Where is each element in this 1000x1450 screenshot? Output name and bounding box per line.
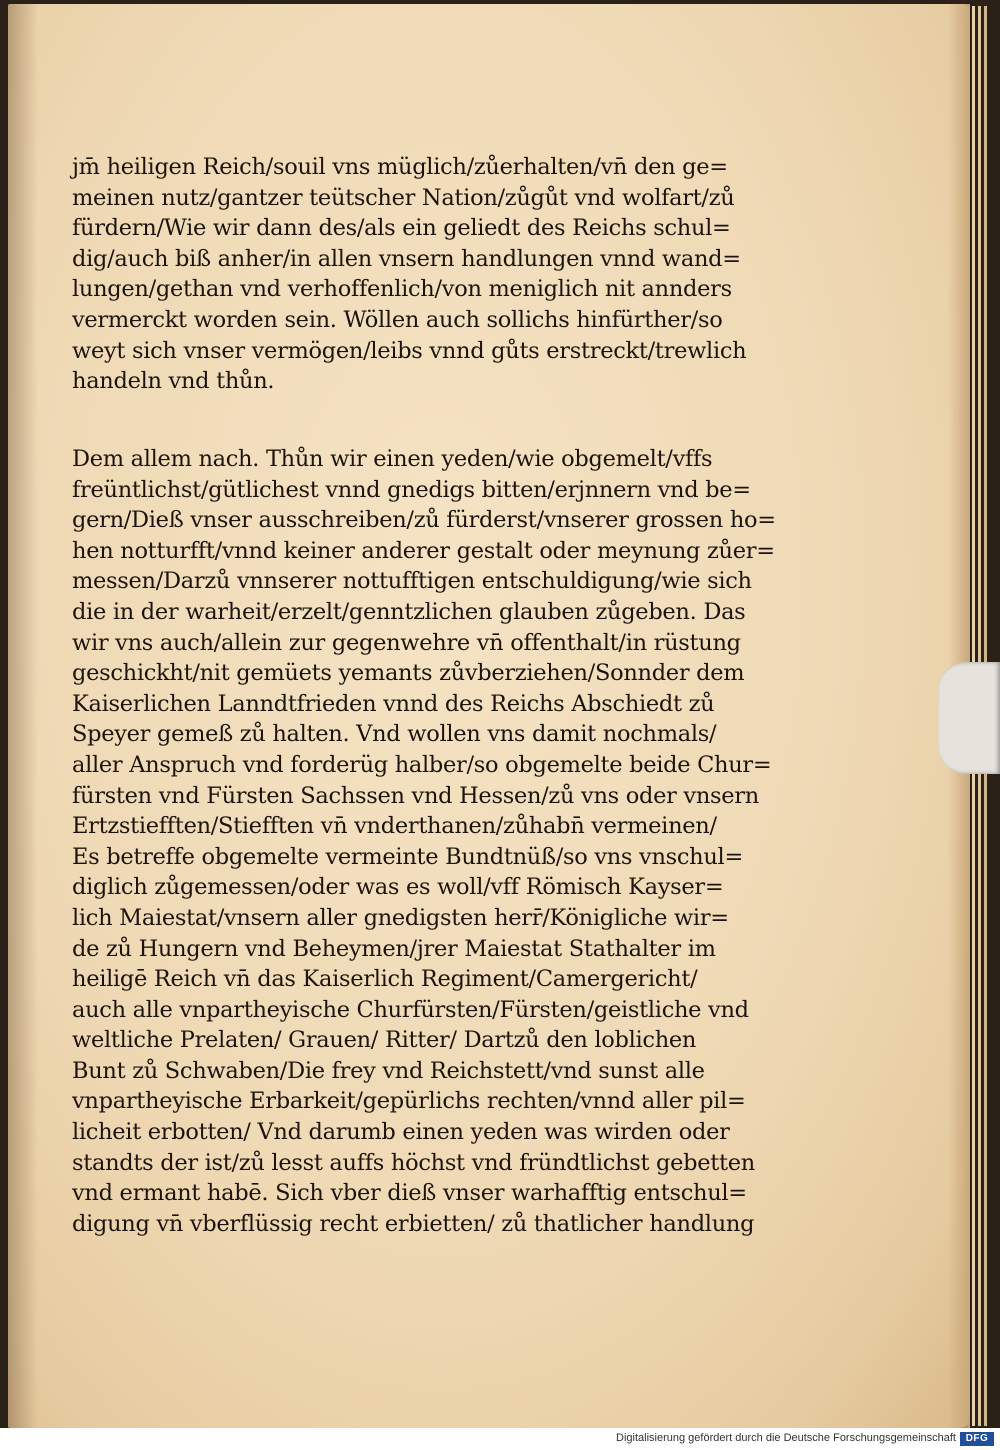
text-line: standts der ist/zů lesst auffs höchst vnd fründtlichst gebetten xyxy=(72,1149,755,1176)
text-line: diglich zůgemessen/oder was es woll/vff Römisch Kayser= xyxy=(72,874,724,901)
text-line: hen notturfft/vnnd keiner anderer gestalt oder meynung zůer= xyxy=(72,537,775,564)
text-line: dig/auch biß anher/in allen vnsern handlungen vnnd wand= xyxy=(72,245,741,272)
text-line: lungen/gethan vnd verhoffenlich/von meniglich nit annders xyxy=(72,276,732,303)
text-line: weyt sich vnser vermögen/leibs vnnd gůts erstreckt/trewlich xyxy=(72,337,747,364)
text-line: weltliche Prelaten/ Grauen/ Ritter/ Dartzů den loblichen xyxy=(72,1027,697,1054)
text-line: auch alle vnpartheyische Churfürsten/Fürsten/geistliche vnd xyxy=(72,996,749,1023)
text-line: jm̄ heiligen Reich/souil vns müglich/zůerhalten/vn̄ den ge= xyxy=(72,154,728,180)
text-line: Ertzstiefften/Stiefften vn̄ vnderthanen/zůhabn̄ vermeinen/ xyxy=(72,813,717,840)
text-line: wir vns auch/allein zur gegenwehre vn̄ offenthalt/in rüstung xyxy=(72,629,741,656)
text-line: vnpartheyische Erbarkeit/gepürlichs rechten/vnnd aller pil= xyxy=(72,1088,746,1115)
footer-bar xyxy=(0,1428,1000,1450)
text-line: geschickht/nit gemüets yemants zůvberziehen/Sonnder dem xyxy=(72,660,745,687)
text-line: Kaiserlichen Lanndtfrieden vnnd des Reichs Abschiedt zů xyxy=(72,690,715,717)
text-line: gern/Dieß vnser ausschreiben/zů fürderst/vnserer grossen ho= xyxy=(72,507,776,534)
text-line: aller Anspruch vnd forderüg halber/so obgemelte beide Chur= xyxy=(72,751,772,778)
text-line: digung vn̄ vberflüssig recht erbietten/ zů thatlicher handlung xyxy=(72,1210,755,1237)
bookmark-tab xyxy=(938,662,1000,774)
text-line: freüntlichst/gütlichest vnnd gnedigs bitten/erjnnern vnd be= xyxy=(72,476,751,503)
paragraph-2 xyxy=(72,444,792,1239)
text-line: die in der warheit/erzelt/genntzlichen glauben zůgeben. Das xyxy=(72,598,746,625)
book-page xyxy=(8,4,970,1428)
text-line: fürdern/Wie wir dann des/als ein geliedt des Reichs schul= xyxy=(72,215,731,242)
text-line: vnd ermant habē. Sich vber dieß vnser warhafftig entschul= xyxy=(72,1180,747,1207)
text-line: handeln vnd thůn. xyxy=(72,368,275,395)
text-line: Speyer gemeß zů halten. Vnd wollen vns damit nochmals/ xyxy=(72,721,717,748)
text-line: Dem allem nach. Thůn wir einen yeden/wie obgemelt/vffs xyxy=(72,446,713,472)
text-line: meinen nutz/gantzer teütscher Nation/zůgůt vnd wolfart/zů xyxy=(72,184,735,211)
text-line: heiligē Reich vn̄ das Kaiserlich Regiment/Camergericht/ xyxy=(72,966,698,993)
funding-credit: Digitalisierung gefördert durch die Deutsche Forschungsgemeinschaft xyxy=(616,1432,956,1444)
gutter-shadow xyxy=(8,4,38,1428)
text-line: vermerckt worden sein. Wöllen auch sollichs hinfürther/so xyxy=(72,306,723,333)
paragraph-1 xyxy=(72,152,792,397)
dfg-logo: DFG xyxy=(960,1432,994,1446)
text-line: de zů Hungern vnd Beheymen/jrer Maiestat Stathalter im xyxy=(72,935,716,962)
text-line: licheit erbotten/ Vnd darumb einen yeden was wirden oder xyxy=(72,1119,730,1146)
text-line: fürsten vnd Fürsten Sachssen vnd Hessen/zů vns oder vnsern xyxy=(72,782,759,809)
text-line: lich Maiestat/vnsern aller gnedigsten herr̄/Königliche wir= xyxy=(72,904,729,931)
text-line: Bunt zů Schwaben/Die frey vnd Reichstett/vnd sunst alle xyxy=(72,1057,705,1084)
text-line: messen/Darzů vnnserer nottufftigen entschuldigung/wie sich xyxy=(72,568,752,595)
text-line: Es betreffe obgemelte vermeinte Bundtnüß/so vns vnschul= xyxy=(72,843,744,870)
